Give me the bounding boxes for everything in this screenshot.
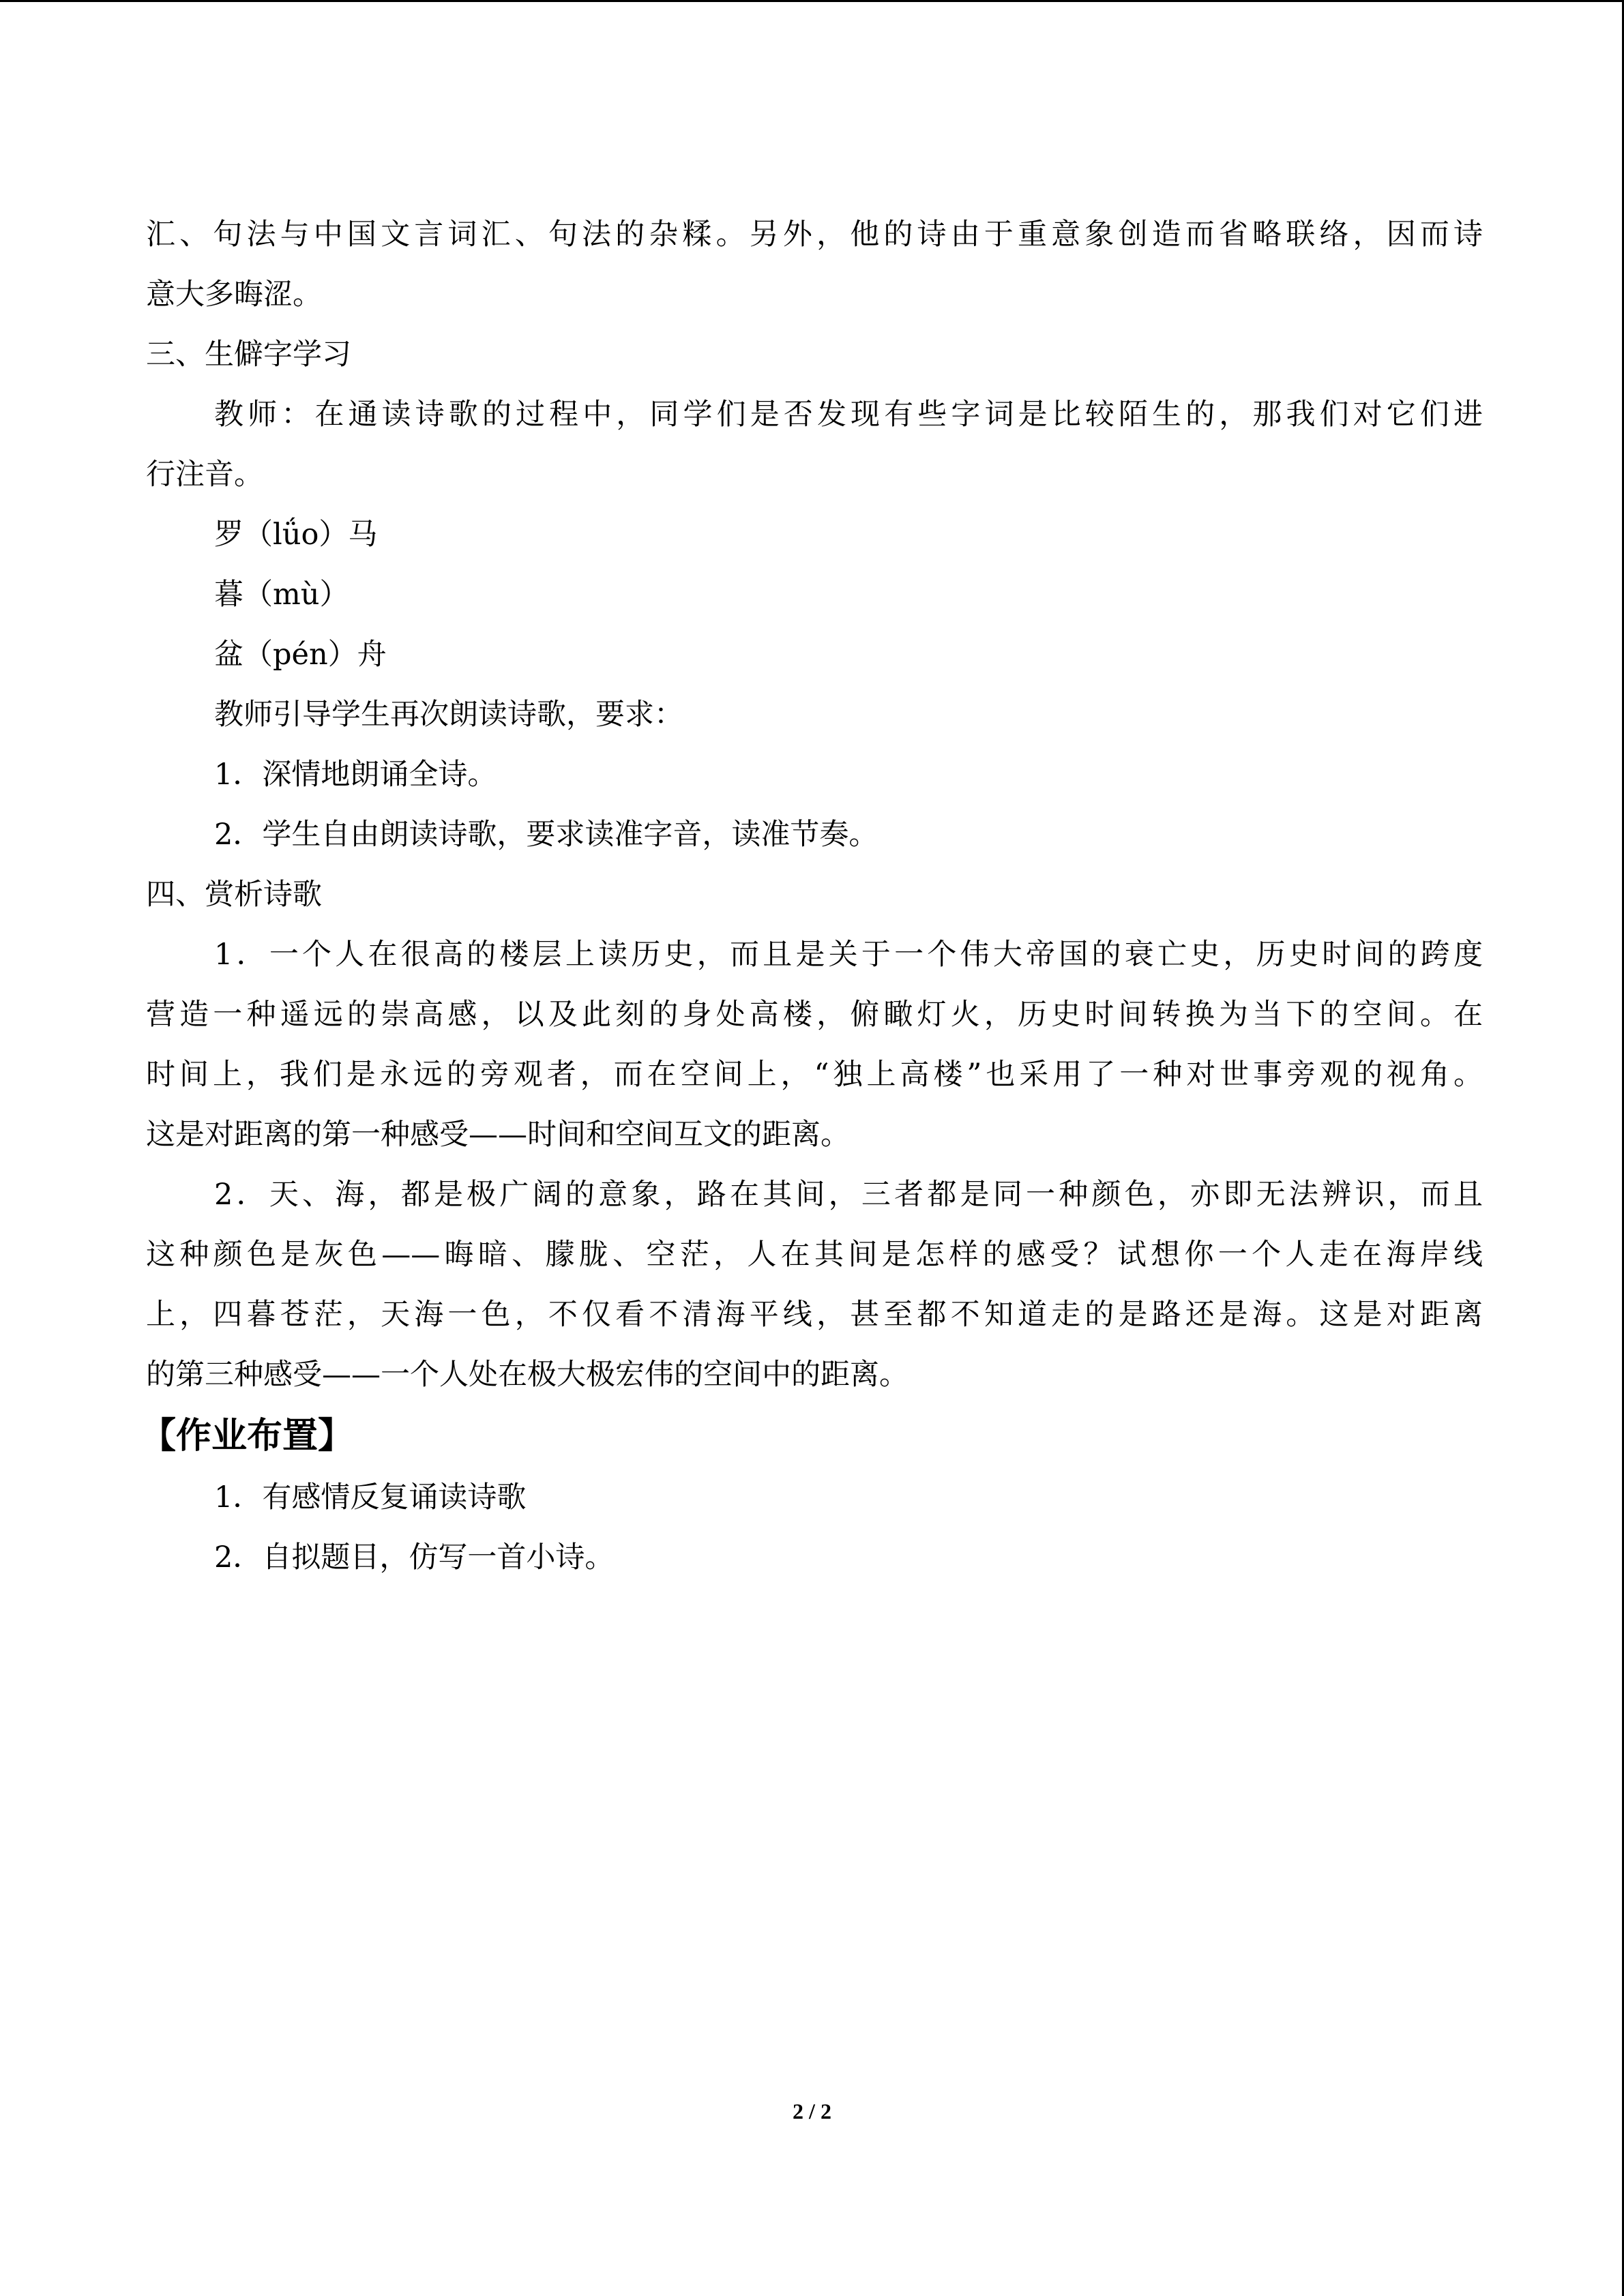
homework-item-2: 2．自拟题目，仿写一首小诗。 <box>214 1540 615 1575</box>
paragraph-lines <box>146 205 1483 1405</box>
page-number: 2 / 2 <box>793 2099 831 2123</box>
homework-item-1: 1．有感情反复诵读诗歌 <box>214 1480 527 1515</box>
text-line: 教师引导学生再次朗读诗歌，要求： <box>214 698 683 732</box>
text-line: 盆（pén）舟 <box>214 638 387 672</box>
text-line: 汇、句法与中国文言词汇、句法的杂糅。另外，他的诗由于重意象创造而省略联络，因而诗 <box>146 218 1483 252</box>
text-line: 四、赏析诗歌 <box>146 878 322 912</box>
text-line: 1．深情地朗诵全诗。 <box>214 758 497 792</box>
text-line: 暮（mù） <box>214 578 349 612</box>
text-line: 这是对距离的第一种感受——时间和空间互文的距离。 <box>146 1118 850 1152</box>
document-body <box>141 205 1483 1587</box>
text-line: 1．一个人在很高的楼层上读历史，而且是关于一个伟大帝国的衰亡史，历史时间的跨度 <box>214 938 1483 972</box>
text-line: 营造一种遥远的崇高感，以及此刻的身处高楼，俯瞰灯火，历史时间转换为当下的空间。在 <box>146 998 1483 1032</box>
text-line: 2．学生自由朗读诗歌，要求读准字音，读准节奏。 <box>214 818 879 852</box>
text-line: 时间上，我们是永远的旁观者，而在空间上，“独上高楼”也采用了一种对世事旁观的视角。 <box>146 1058 1483 1092</box>
text-line: 行注音。 <box>146 458 263 492</box>
homework-heading: 【作业布置】 <box>141 1416 354 1457</box>
text-line: 教师：在通读诗歌的过程中，同学们是否发现有些字词是比较陌生的，那我们对它们进 <box>214 398 1483 432</box>
text-line: 三、生僻字学习 <box>146 338 351 372</box>
text-line: 罗（lǘo）马 <box>214 518 378 552</box>
text-line: 这种颜色是灰色——晦暗、朦胧、空茫，人在其间是怎样的感受？试想你一个人走在海岸线 <box>146 1238 1483 1272</box>
text-line: 意大多晦涩。 <box>146 278 322 312</box>
text-line: 的第三种感受——一个人处在极大极宏伟的空间中的距离。 <box>146 1358 909 1392</box>
text-line: 上，四暮苍茫，天海一色，不仅看不清海平线，甚至都不知道走的是路还是海。这是对距离 <box>146 1298 1483 1332</box>
text-line: 2．天、海，都是极广阔的意象，路在其间，三者都是同一种颜色，亦即无法辨识，而且 <box>214 1178 1483 1212</box>
